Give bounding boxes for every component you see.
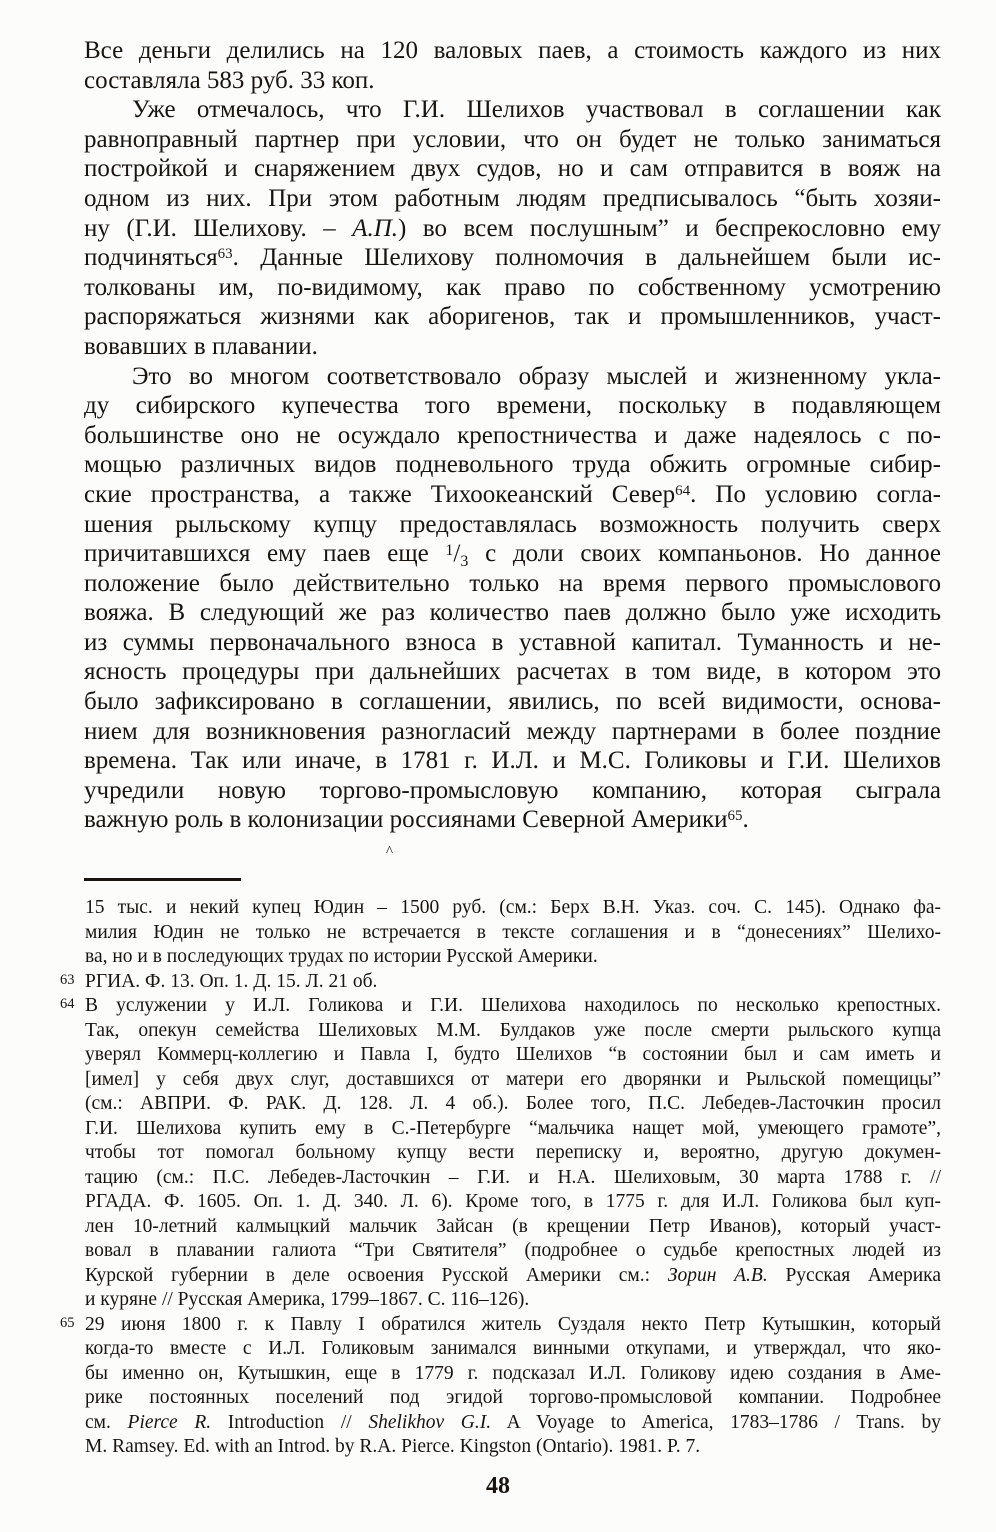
footnote-ref: 65 [727, 808, 743, 825]
text-line: одном из них. При этом работным людям предписывалось “быть хозяи- [84, 184, 941, 212]
text-line: важную роль в колонизации россиянами Северной Америки$^{65}$. [84, 806, 749, 834]
footnote-number: 63 [60, 971, 75, 988]
footnote [60, 994, 941, 1313]
text-line: вояжа. В следующий же раз количество паев должно было уже исходить [84, 599, 941, 627]
text-line: ва, но и в последующих трудах по истории Русской Америки. [85, 946, 598, 967]
page-number: 48 [486, 1473, 510, 1499]
fraction: $^1/_3$ [445, 540, 469, 571]
text-line: [имел] у себя двух слуг, доставшихся от матери его дворянки и Рыльской помещицы” [85, 1068, 941, 1090]
text-line: Это во многом соответствовало образу мыслей и жизненному укла- [132, 362, 941, 390]
text-line: РГИА. Ф. 13. Оп. 1. Д. 15. Л. 21 об. [85, 970, 378, 992]
text-line: ские пространства, а также Тихоокеанский Север$^{64}$. По условию согла- [84, 480, 941, 508]
text-line: 15 тыс. и некий купец Юдин – 1500 руб. (см.: Берх В.Н. Указ. соч. С. 145). Однако фа- [85, 897, 941, 918]
text-line: Все деньги делились на 120 валовых паев, а стоимость каждого из них [84, 37, 941, 64]
text-line: и куряне // Русская Америка, 1799–1867. С. 116–126). [85, 1289, 530, 1310]
text-line: 29 июня 1800 г. к Павлу I обратился житель Суздаля некто Петр Кутышкин, который [85, 1313, 941, 1335]
text-line: бы именно он, Кутышкин, еще в 1779 г. подсказал И.Л. Голикову идею создания в Аме- [85, 1362, 941, 1384]
text-line: мощью различных видов подневольного труда обжить огромные сибир- [84, 451, 941, 479]
footnote-number: 65 [60, 1314, 75, 1331]
text-line: см. Pierce R. Introduction // Shelikhov G.I. A Voyage to America, 1783–1786 / Trans. by [85, 1411, 942, 1433]
footnotes [60, 896, 941, 1460]
text-line: нием для возникновения разногласий между партнерами в более поздние [84, 717, 941, 745]
text-line: толкованы им, по-видимому, как право по собственному усмотрению [84, 273, 941, 301]
paragraph [84, 95, 941, 361]
main-text [84, 36, 941, 835]
text-line: уверял Коммерц-коллегию и Павла I, будто Шелихов “в состоянии был и сам иметь и [85, 1044, 941, 1065]
text-line: равноправный партнер при условии, что он будет не только заниматься [84, 125, 941, 153]
text-line: шения рыльскому купцу предоставлялась возможность получить сверх [84, 510, 941, 538]
text-line: M. Ramsey. Ed. with an Introd. by R.A. Pierce. Kingston (Ontario). 1981. P. 7. [85, 1436, 701, 1457]
text-line: ду сибирского купечества того времени, поскольку в подавляющем [84, 392, 941, 420]
text-line: распоряжаться жизнями как аборигенов, так и промышленников, участ- [84, 303, 941, 331]
text-line: вовал в плавании галиота “Три Святителя” (подробнее о судьбе крепостных людей из [85, 1240, 941, 1261]
text-line: большинстве оно не осуждало крепостничества и даже надеялось с по- [84, 421, 941, 449]
footnote-ref: 63 [217, 246, 233, 263]
text-line: Так, опекун семейства Шелиховых М.М. Булдаков уже после смерти рыльского купца [85, 1019, 941, 1041]
text-line: когда-то вместе с И.Л. Голиковым занимался винными откупами, и утверждал, что яко- [85, 1338, 941, 1359]
paragraph [84, 362, 941, 836]
text-line: подчиняться$^{63}$. Данные Шелихову полномочия в дальнейшем были ис- [84, 244, 941, 272]
text-line: В услужении у И.Л. Голикова и Г.И. Шелихова находилось по несколько крепостных. [85, 995, 941, 1016]
text-line: рике постоянных поселений под эгидой торгово-промысловой компании. Подробнее [85, 1387, 941, 1408]
footnote [60, 896, 941, 970]
text-line: ну (Г.И. Шелихову. – А.П.) во всем послушным” и беспрекословно ему [84, 214, 941, 242]
text-line: составляла 583 руб. 33 коп. [84, 66, 375, 94]
caret-mark: ^ [386, 844, 394, 860]
text-line: вовавших в плавании. [84, 332, 318, 360]
text-line: из суммы первоначального взноса в уставной капитал. Туманность и не- [84, 628, 941, 656]
text-line: милия Юдин не только не встречается в тексте соглашения и в “донесениях” Шелихо- [85, 921, 941, 943]
text-line: Г.И. Шелихова купить ему в С.-Петербурге “мальчика нащет мой, умеющего грамоте”, [85, 1117, 941, 1139]
paragraph [84, 36, 941, 95]
footnote [60, 1313, 941, 1460]
text-line: чтобы тот помогал больному купцу вести переписку и, вероятно, другую докумен- [85, 1142, 941, 1163]
text-line: Курской губернии в деле освоения Русской Америки см.: Зорин А.В. Русская Америка [85, 1264, 942, 1286]
text-line: тацию (см.: П.С. Лебедев-Ласточкин – Г.И. и Н.А. Шелиховым, 30 марта 1788 г. // [85, 1166, 941, 1188]
text-line: времена. Так или иначе, в 1781 г. И.Л. и М.С. Голиковы и Г.И. Шелихов [84, 747, 941, 775]
text-line: ясность процедуры при дальнейших расчетах в том виде, в котором это [84, 658, 941, 686]
text-line: постройкой и снаряжением двух судов, но и сам отправится в вояж на [84, 155, 941, 183]
text-line: РГАДА. Ф. 1605. Оп. 1. Д. 340. Л. 6). Кроме того, в 1775 г. для И.Л. Голикова был куп- [85, 1191, 941, 1212]
text-line: Уже отмечалось, что Г.И. Шелихов участвовал в соглашении как [132, 96, 941, 124]
text-line: (см.: АВПРИ. Ф. РАК. Д. 128. Л. 4 об.). Более того, П.С. Лебедев-Ласточкин просил [85, 1093, 941, 1114]
text-line: учредили новую торгово-промысловую компанию, которая сыграла [84, 776, 941, 804]
text-line: положение было действительно только на время первого промыслового [84, 569, 941, 597]
text-line: причитавшихся ему паев еще $^1/_3$ с доли своих компаньонов. Но данное [84, 540, 941, 571]
footnote [60, 970, 941, 995]
footnote-number: 64 [60, 996, 75, 1012]
text-line: лен 10-летний калмыцкий мальчик Зайсан (в крещении Петр Иванов), который участ- [85, 1215, 941, 1237]
footnote-separator [84, 878, 241, 881]
text-line: было зафиксировано в соглашении, явились, по всей видимости, основа- [84, 688, 941, 716]
footnote-ref: 64 [675, 482, 691, 499]
